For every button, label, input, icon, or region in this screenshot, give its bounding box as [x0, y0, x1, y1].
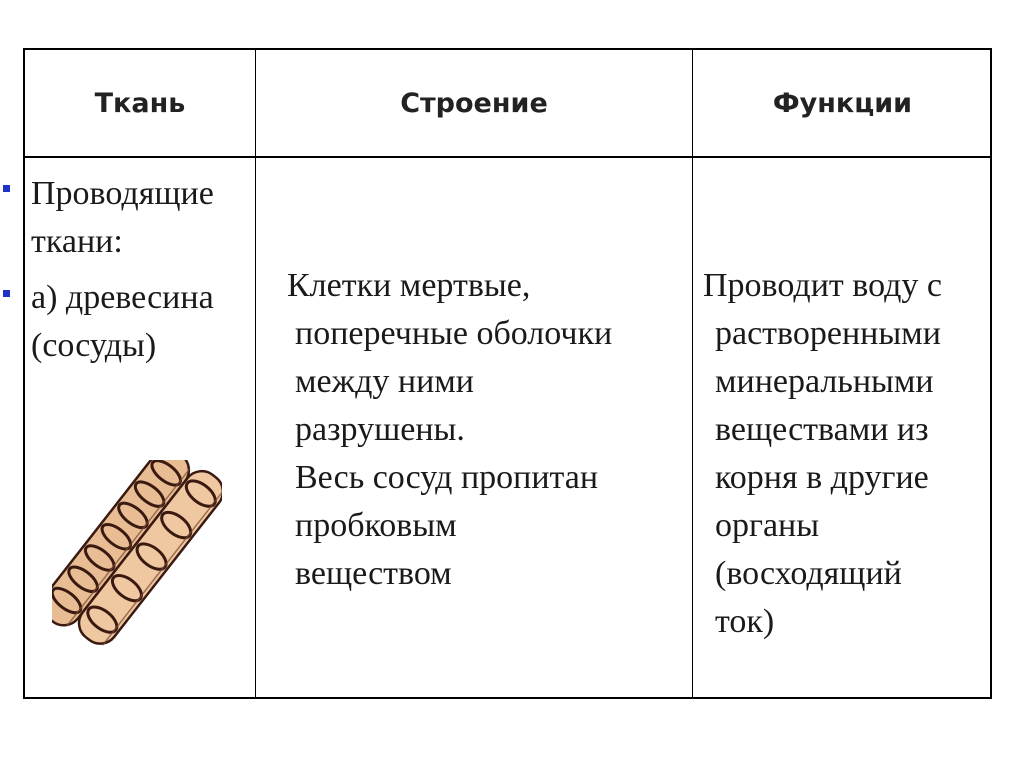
- functions-cell: [703, 262, 993, 646]
- tissue-cell: [31, 170, 251, 370]
- tissue-line: ткани:: [31, 223, 123, 260]
- functions-line: растворенными: [715, 315, 941, 352]
- tissue-line: а) древесина: [31, 279, 214, 316]
- structure-line: веществом: [295, 555, 452, 592]
- functions-line: (восходящий: [715, 555, 902, 592]
- structure-line: поперечные оболочки: [295, 315, 613, 352]
- tissue-line: (сосуды): [31, 327, 157, 364]
- structure-line: между ними: [295, 363, 474, 400]
- tissue-line: Проводящие: [31, 175, 214, 212]
- functions-line: минеральными: [715, 363, 934, 400]
- structure-line: пробковым: [295, 507, 457, 544]
- structure-line: разрушены.: [295, 411, 465, 448]
- structure-line: Клетки мертвые,: [287, 267, 531, 304]
- bullet-marker: [3, 290, 10, 297]
- functions-line: веществами из: [715, 411, 929, 448]
- header-functions: Функции: [772, 87, 913, 119]
- bullet-marker: [3, 185, 10, 192]
- functions-line: корня в другие: [715, 459, 929, 496]
- header-structure: Строение: [400, 87, 548, 119]
- xylem-vessel-illustration: [52, 460, 222, 650]
- functions-line: Проводит воду с: [703, 267, 942, 304]
- structure-line: Весь сосуд пропитан: [295, 459, 599, 496]
- header-tissue: Ткань: [94, 87, 186, 119]
- functions-line: ток): [715, 603, 775, 640]
- header-divider: [25, 156, 990, 158]
- structure-cell: [287, 262, 685, 598]
- functions-line: органы: [715, 507, 820, 544]
